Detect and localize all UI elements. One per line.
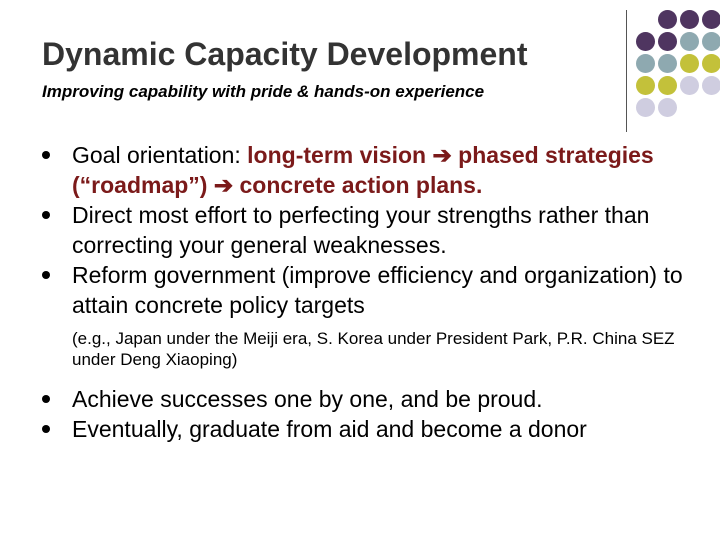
effort-text: Direct most effort to perfecting your strengths rather than correcting your general weaknesses. bbox=[72, 202, 650, 258]
bullet-item-graduate bbox=[42, 414, 692, 444]
decorative-dot bbox=[680, 10, 699, 29]
decorative-dot bbox=[658, 98, 677, 117]
goal-plans: concrete action plans. bbox=[233, 172, 483, 198]
arrow-right-icon: ➔ bbox=[213, 172, 234, 198]
decorative-dot bbox=[702, 32, 720, 51]
goal-strategies: phased strategies (“roadmap”) bbox=[72, 142, 654, 198]
decorative-dot bbox=[680, 32, 699, 51]
graduate-text: Eventually, graduate from aid and become a donor bbox=[72, 416, 587, 442]
decorative-dot bbox=[658, 76, 677, 95]
bullet-item-goal bbox=[42, 140, 692, 200]
decorative-dot-grid bbox=[636, 10, 720, 117]
goal-vision: long-term vision bbox=[247, 142, 427, 168]
bullet-icon bbox=[42, 151, 50, 159]
bullet-item-effort bbox=[42, 200, 692, 260]
goal-prefix: Goal orientation: bbox=[72, 142, 248, 168]
reform-note: (e.g., Japan under the Meiji era, S. Korea under President Park, P.R. China SEZ under Deng Xiaoping) bbox=[72, 329, 675, 369]
bullet-icon bbox=[42, 271, 50, 279]
decorative-dot bbox=[636, 32, 655, 51]
decorative-dot bbox=[636, 54, 655, 73]
decorative-dot bbox=[702, 54, 720, 73]
slide-subtitle: Improving capability with pride & hands-on experience bbox=[42, 82, 485, 101]
decorative-dot bbox=[702, 10, 720, 29]
bullet-item-reform bbox=[42, 260, 692, 320]
bullet-list bbox=[42, 140, 692, 444]
achieve-text: Achieve successes one by one, and be proud. bbox=[72, 386, 543, 412]
decorative-dot bbox=[680, 76, 699, 95]
decorative-dot bbox=[658, 54, 677, 73]
decorative-dot bbox=[658, 32, 677, 51]
decorative-dot bbox=[658, 10, 677, 29]
decorative-dot bbox=[636, 76, 655, 95]
bullet-icon bbox=[42, 395, 50, 403]
decorative-dot bbox=[680, 54, 699, 73]
arrow-right-icon: ➔ bbox=[432, 142, 452, 168]
slide-title: Dynamic Capacity Development bbox=[42, 36, 528, 72]
decorative-dot bbox=[636, 98, 655, 117]
decorative-dot bbox=[702, 76, 720, 95]
reform-text: Reform government (improve efficiency and organization) to attain concrete policy targets bbox=[72, 262, 683, 318]
bullet-item-achieve bbox=[42, 384, 692, 414]
divider-line bbox=[626, 10, 627, 132]
bullet-icon bbox=[42, 211, 50, 219]
bullet-icon bbox=[42, 425, 50, 433]
